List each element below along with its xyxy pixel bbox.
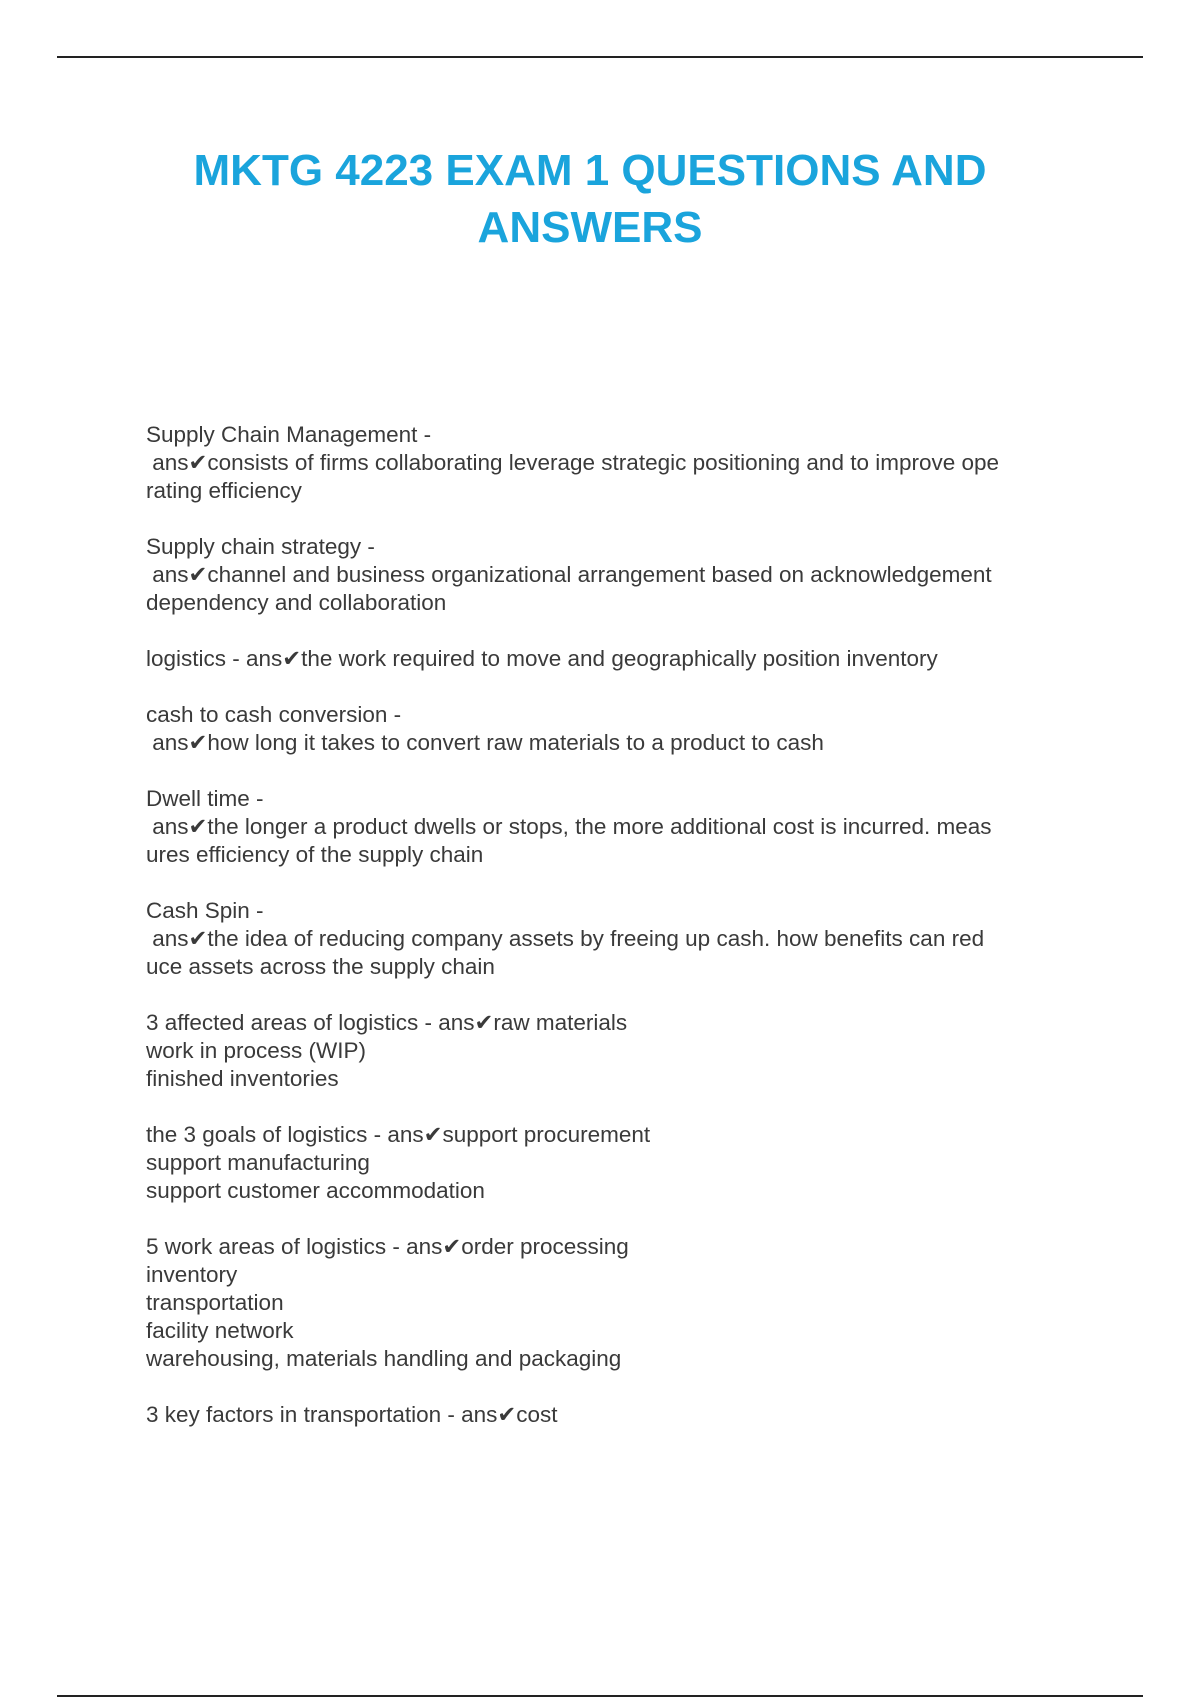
qa-line: warehousing, materials handling and packaging — [146, 1346, 622, 1371]
qa-line: Cash Spin - — [146, 898, 264, 923]
qa-line: the 3 goals of logistics - ans✔support procurement — [146, 1122, 651, 1147]
qa-line: facility network — [146, 1318, 294, 1343]
qa-entry-logistics — [146, 645, 1092, 673]
qa-line: Supply chain strategy - — [146, 534, 375, 559]
qa-line: work in process (WIP) — [146, 1038, 367, 1063]
qa-entry-supply-chain-strategy — [146, 533, 1092, 617]
qa-line: support customer accommodation — [146, 1178, 485, 1203]
qa-entry-supply-chain-management — [146, 421, 1092, 505]
qa-line: Dwell time - — [146, 786, 264, 811]
qa-line: rating efficiency — [146, 478, 302, 503]
qa-line: uce assets across the supply chain — [146, 954, 495, 979]
qa-line: ans✔the idea of reducing company assets by freeing up cash. how benefits can red — [146, 926, 985, 951]
qa-line: finished inventories — [146, 1066, 339, 1091]
qa-line: cash to cash conversion - — [146, 702, 402, 727]
bottom-rule — [57, 1695, 1143, 1697]
qa-entry-cash-spin — [146, 897, 1092, 981]
qa-line: ures efficiency of the supply chain — [146, 842, 484, 867]
qa-entry-work-areas — [146, 1233, 1092, 1373]
qa-line: logistics - ans✔the work required to move and geographically position inventory — [146, 646, 938, 671]
qa-line: 3 affected areas of logistics - ans✔raw materials — [146, 1010, 628, 1035]
qa-entry-goals-of-logistics — [146, 1121, 1092, 1205]
qa-line: ans✔consists of firms collaborating leverage strategic positioning and to improve ope — [146, 450, 1000, 475]
qa-line: ans✔how long it takes to convert raw materials to a product to cash — [146, 730, 824, 755]
qa-line: inventory — [146, 1262, 238, 1287]
qa-line: ans✔channel and business organizational arrangement based on acknowledgement — [146, 562, 992, 587]
qa-list — [146, 421, 1092, 1457]
qa-entry-cash-to-cash-conversion — [146, 701, 1092, 757]
top-rule — [57, 56, 1143, 58]
qa-line: support manufacturing — [146, 1150, 370, 1175]
qa-line: ans✔the longer a product dwells or stops, the more additional cost is incurred. meas — [146, 814, 992, 839]
document-title: MKTG 4223 EXAM 1 QUESTIONS AND ANSWERS — [193, 146, 987, 252]
qa-line: transportation — [146, 1290, 284, 1315]
qa-line: dependency and collaboration — [146, 590, 447, 615]
qa-line: Supply Chain Management - — [146, 422, 432, 447]
qa-line: 5 work areas of logistics - ans✔order processing — [146, 1234, 629, 1259]
qa-entry-affected-areas — [146, 1009, 1092, 1093]
qa-line: 3 key factors in transportation - ans✔cost — [146, 1402, 558, 1427]
qa-entry-dwell-time — [146, 785, 1092, 869]
qa-entry-transportation-factors — [146, 1401, 1092, 1429]
